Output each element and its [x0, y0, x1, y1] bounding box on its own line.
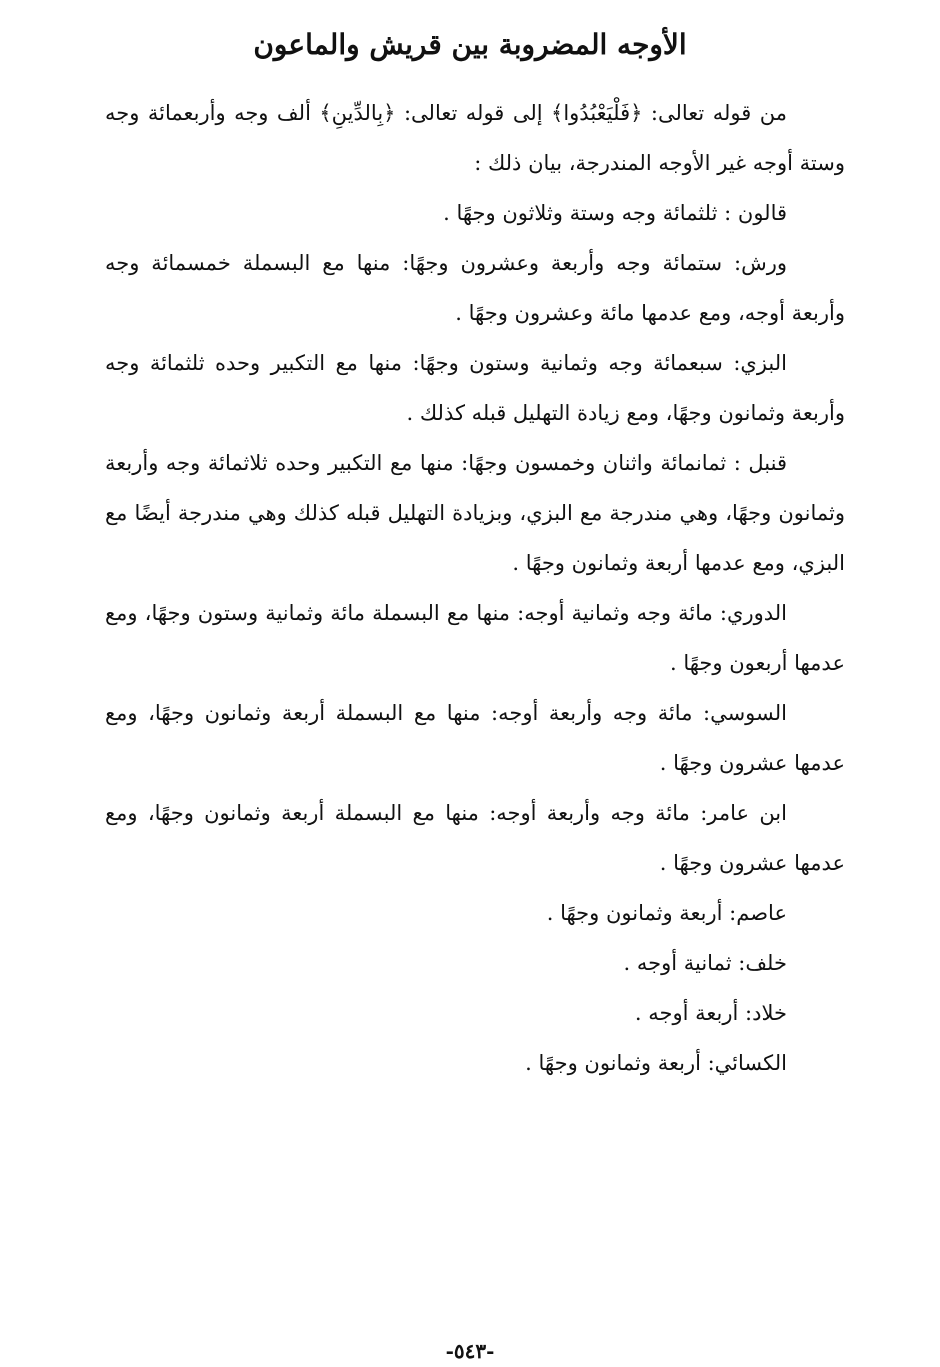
page-number: -٥٤٣- [445, 1339, 495, 1363]
paragraph-qunbul: قنبل : ثمانمائة واثنان وخمسون وجهًا: منها مع التكبير وحده ثلاثمائة وجه وأربعة وثمانون وجهًا، وهي مندرجة مع البزي، وبزيادة التهليل قبله كذلك وهي مندرجة أيضًا مع البزي، ومع عدمها أربعة وثمانون وجهًا . [105, 451, 845, 575]
paragraph-susi: السوسي: مائة وجه وأربعة أوجه: منها مع البسملة أربعة وثمانون وجهًا، ومع عدمها عشرون وجهًا . [105, 701, 845, 775]
paragraph-ibn-amir: ابن عامر: مائة وجه وأربعة أوجه: منها مع البسملة أربعة وثمانون وجهًا، ومع عدمها عشرون وجهًا . [105, 801, 845, 875]
line-asim: عاصم: أربعة وثمانون وجهًا . [546, 901, 787, 925]
paragraph-warsh: ورش: ستمائة وجه وأربعة وعشرون وجهًا: منها مع البسملة خمسمائة وجه وأربعة أوجه، ومع عدمها مائة وعشرون وجهًا . [105, 251, 845, 325]
paragraph-bazzi: البزي: سبعمائة وجه وثمانية وستون وجهًا: منها مع التكبير وحده ثلثمائة وجه وأربعة وثمانون وجهًا، ومع زيادة التهليل قبله كذلك . [105, 351, 845, 425]
line-kisai: الكسائي: أربعة وثمانون وجهًا . [525, 1051, 787, 1075]
paragraph-qalun: قالون : ثلثمائة وجه وستة وثلاثون وجهًا . [443, 201, 787, 225]
paragraph-duri: الدوري: مائة وجه وثمانية أوجه: منها مع البسملة مائة وثمانية وستون وجهًا، ومع عدمها أربعون وجهًا . [105, 601, 845, 675]
line-khallad: خلاد: أربعة أوجه . [634, 1001, 787, 1025]
page-title: الأوجه المضروبة بين قريش والماعون [253, 28, 687, 61]
paragraph-intro: من قوله تعالى: ﴿فَلْيَعْبُدُوا﴾ إلى قوله تعالى: ﴿بِالدِّينِ﴾ ألف وجه وأربعمائة وجه وستة أوجه غير الأوجه المندرجة، بيان ذلك : [105, 101, 845, 175]
line-khalaf: خلف: ثمانية أوجه . [623, 951, 787, 975]
document-body [105, 88, 845, 1088]
